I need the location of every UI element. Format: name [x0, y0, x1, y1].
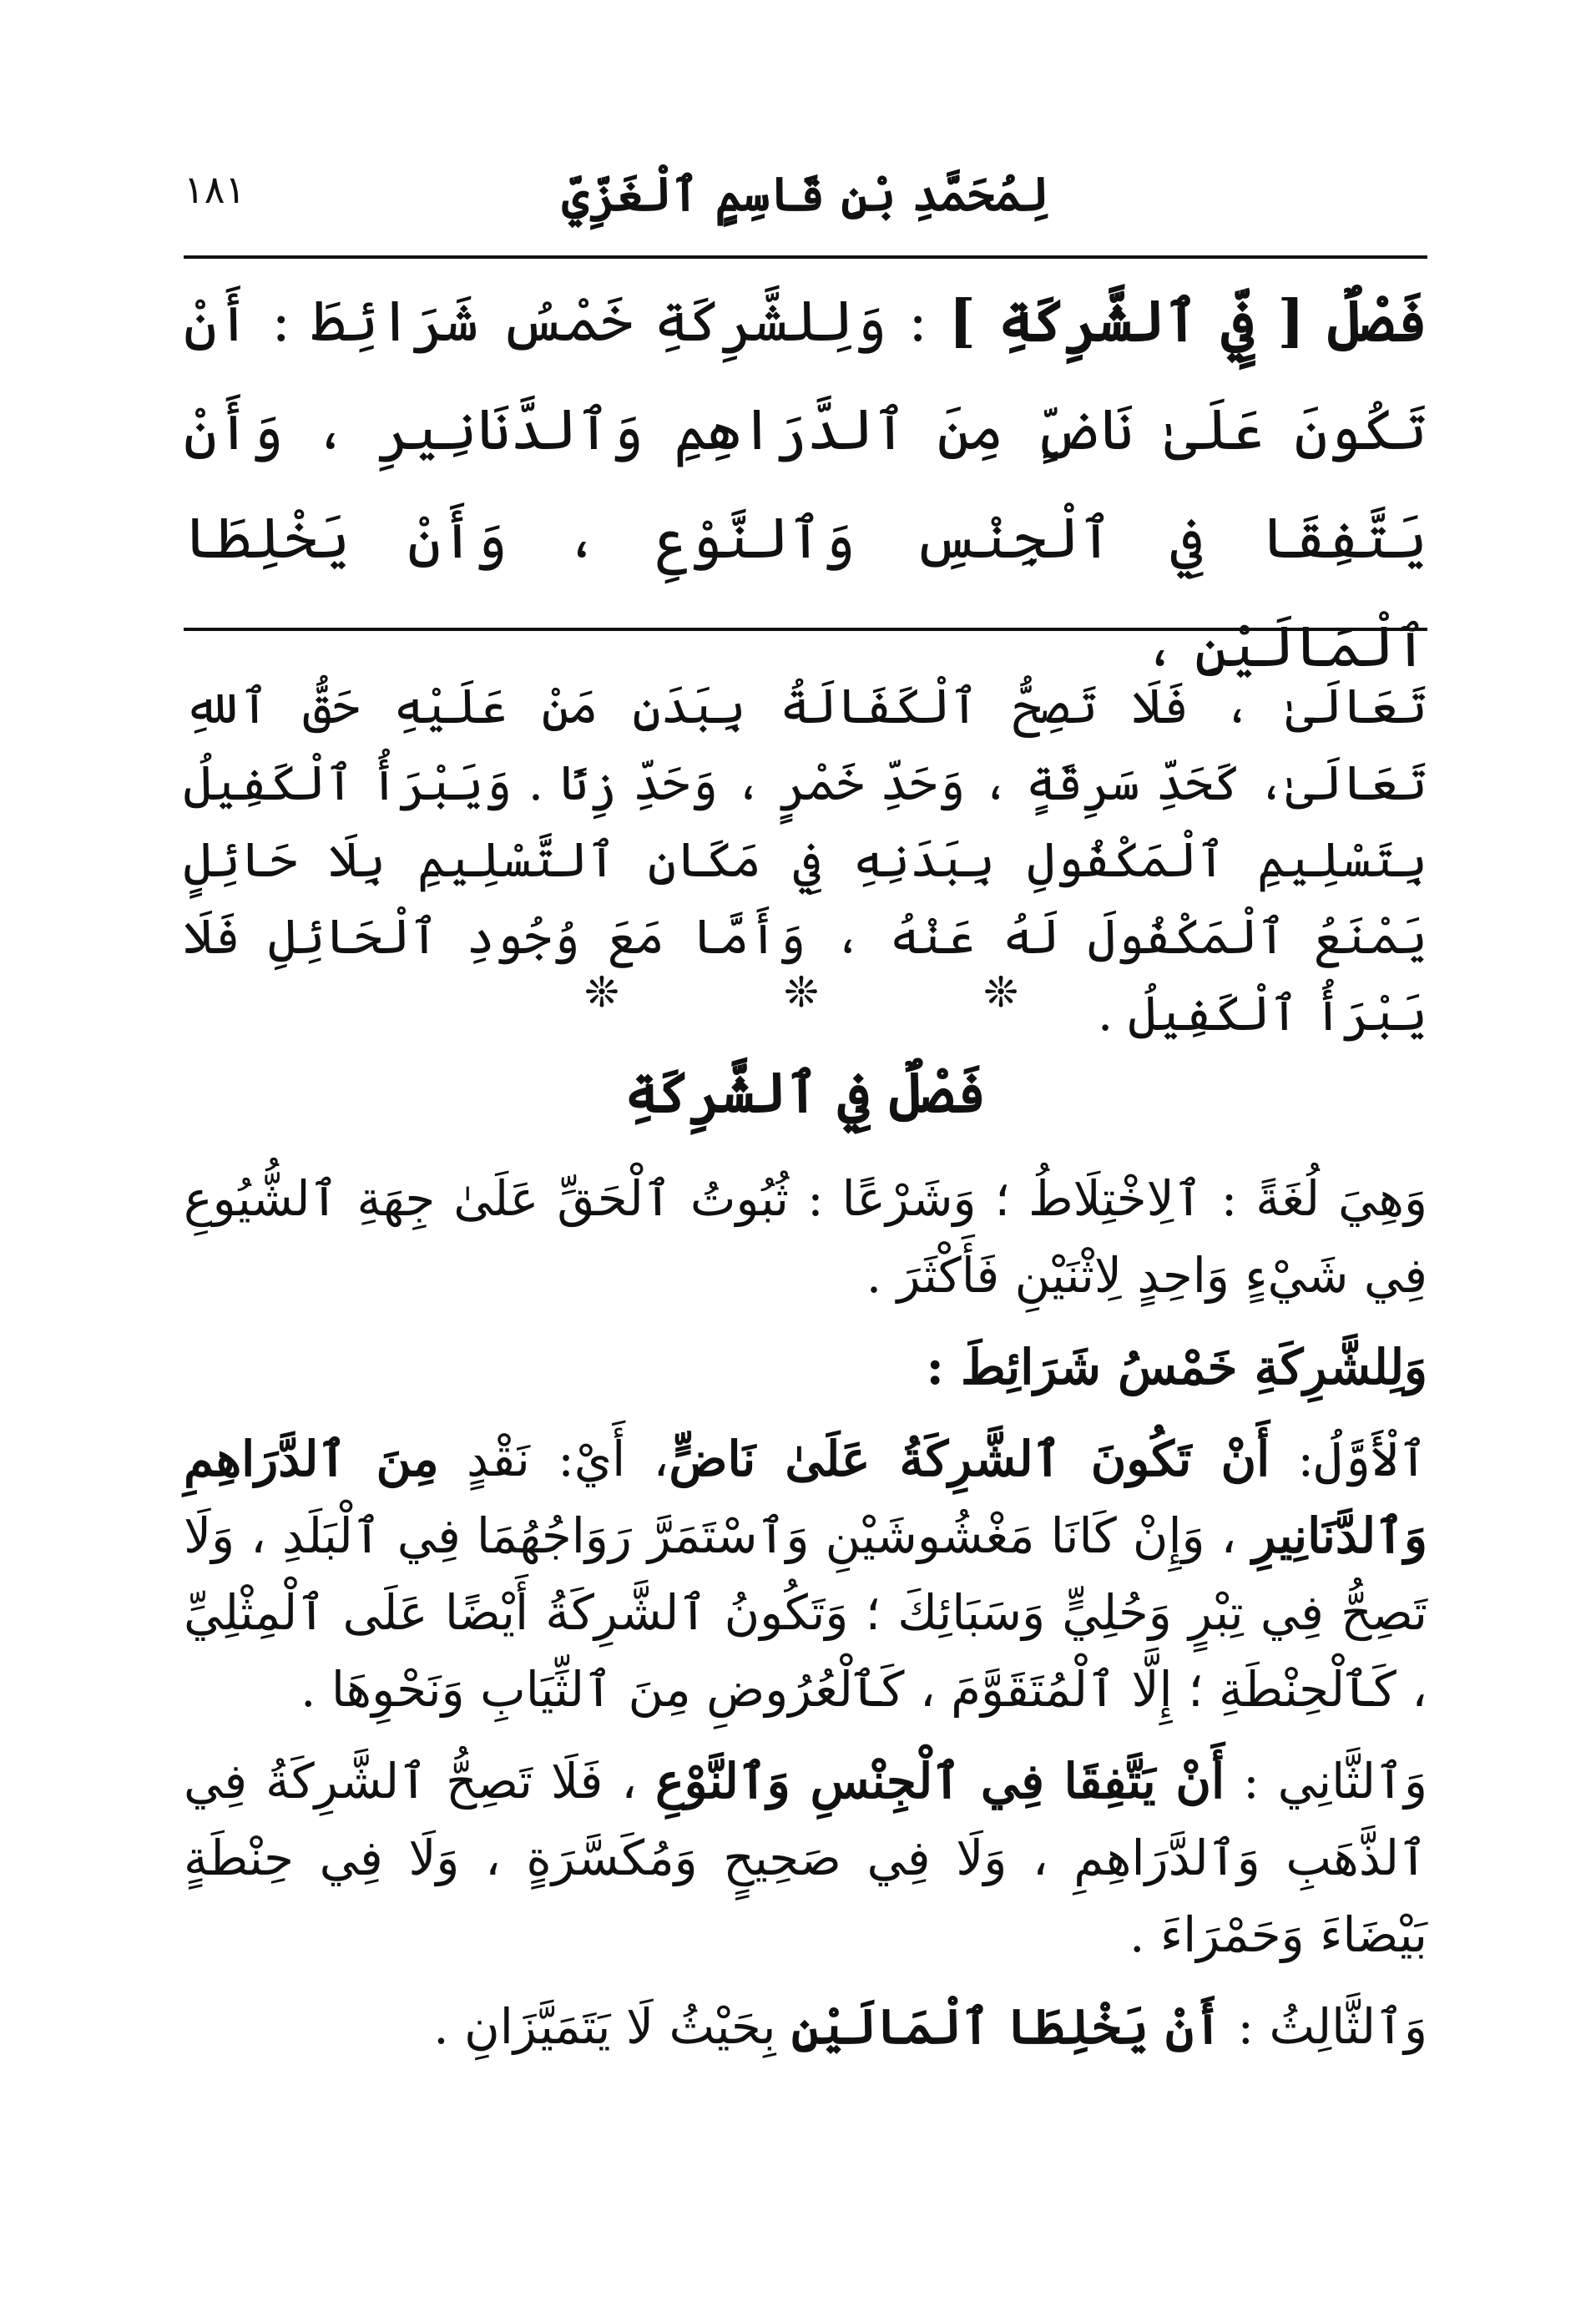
top-rule — [184, 255, 1427, 259]
condition-second-matn: أَنْ يَتَّفِقَا فِي ٱلْجِنْسِ وَٱلنَّوْعِ — [655, 1753, 1225, 1810]
matn-body: : وَلِلشَّرِكَةِ خَمْسُ شَرَائِطَ : أَنْ تَكُونَ عَلَىٰ نَاضٍّ مِنَ ٱلدَّرَاهِمِ وَٱلدَّنَانِيرِ ، وَأَنْ يَتَّفِقَا فِي ٱلْجِنْسِ وَٱلنَّوْعِ ، وَأَنْ يَخْلِطَا ٱلْمَالَيْنِ ، — [184, 289, 1427, 680]
matn-separator-rule — [184, 628, 1427, 631]
condition-first-matn2: مِنَ ٱلدَّرَاهِمِ وَٱلدَّنَانِيرِ — [184, 1431, 1427, 1564]
condition-first — [184, 1421, 1427, 1728]
condition-first-label: ٱلْأَوَّلُ: — [1270, 1431, 1428, 1487]
condition-second — [184, 1743, 1427, 1973]
asterism-icon: ❊ — [584, 968, 619, 1017]
matn-text — [184, 267, 1427, 702]
conditions-intro-text: وَلِلشَّرِكَةِ خَمْسُ شَرَائِطَ : — [926, 1339, 1427, 1396]
condition-first-mid: ، أَيْ: نَقْدٍ — [438, 1431, 669, 1487]
condition-second-label: وَٱلثَّانِي : — [1225, 1753, 1427, 1810]
condition-second-rest: ، فَلَا تَصِحُّ ٱلشَّرِكَةُ فِي ٱلذَّهَبِ وَٱلدَّرَاهِمِ ، وَلَا فِي صَحِيحٍ وَمُكَسَّرَةٍ ، وَلَا فِي حِنْطَةٍ بَيْضَاءَ وَحَمْرَاءَ . — [184, 1753, 1427, 1963]
asterism-icon: ❊ — [983, 968, 1018, 1017]
matn-heading: فَصْلٌ [ فِيِّ ٱلشَّرِكَةِ ] — [948, 288, 1427, 355]
condition-third-label: وَٱلثَّالِثُ : — [1222, 1998, 1427, 2055]
condition-first-rest: ، وَإِنْ كَانَا مَغْشُوشَيْنِ وَٱسْتَمَرَّ رَوَاجُهُمَا فِي ٱلْبَلَدِ ، وَلَا تَصِحُّ فِي تِبْرٍ وَحُلِيٍّ وَسَبَائِكَ ؛ وَتَكُونُ ٱلشَّرِكَةُ أَيْضًا عَلَى ٱلْمِثْلِيِّ ، كَٱلْحِنْطَةِ ؛ إِلَّا ٱلْمُتَقَوَّمَ ، كَٱلْعُرُوضِ مِنَ ٱلثِّيَابِ وَنَحْوِهَا . — [184, 1507, 1427, 1718]
sharh-body — [184, 1160, 1427, 2080]
section-separator — [584, 968, 1018, 1017]
conditions-intro — [184, 1329, 1427, 1406]
condition-third — [184, 1988, 1427, 2065]
condition-third-rest: بِحَيْثُ لَا يَتَمَيَّزَانِ . — [433, 1998, 791, 2055]
definition-paragraph: وَهِيَ لُغَةً : ٱلِاخْتِلَاطُ ؛ وَشَرْعًا : ثُبُوتُ ٱلْحَقِّ عَلَىٰ جِهَةِ ٱلشُّيُوعِ فِي شَيْءٍ وَاحِدٍ لِاثْنَيْنِ فَأَكْثَرَ . — [184, 1170, 1427, 1304]
page-number: ١٨١ — [184, 167, 246, 212]
matn-box — [184, 267, 1427, 702]
running-title: لِمُحَمَّدِ بْنِ قَاسِمٍ ٱلْغَزِّيِّ — [562, 167, 1049, 222]
condition-third-matn: أَنْ يَخْلِطَا ٱلْمَالَيْنِ — [790, 1998, 1223, 2055]
asterism-icon: ❊ — [784, 968, 819, 1017]
condition-first-matn: أَنْ تَكُونَ ٱلشَّرِكَةُ عَلَىٰ نَاضٍّ — [669, 1431, 1270, 1487]
chapter-heading: فَصْلٌ فِي ٱلشَّرِكَةِ — [624, 1060, 987, 1125]
previous-sharh-text: تَعَالَىٰ ، فَلَا تَصِحُّ ٱلْكَفَالَةُ بِبَدَنِ مَنْ عَلَيْهِ حَقُّ ٱللهِ تَعَالَىٰ، كَحَدِّ سَرِقَةٍ ، وَحَدِّ خَمْرٍ ، وَحَدِّ زِنًا . وَيَبْرَأُ ٱلْكَفِيلُ بِتَسْلِيمِ ٱلْمَكْفُولِ بِبَدَنِهِ فِي مَكَانِ ٱلتَّسْلِيمِ بِلَا حَائِلٍ يَمْنَعُ ٱلْمَكْفُولَ لَهُ عَنْهُ ، وَأَمَّا مَعَ وُجُودِ ٱلْحَائِلِ فَلَا يَبْرَأُ ٱلْكَفِيلُ . — [184, 678, 1427, 1042]
running-head — [184, 167, 1427, 234]
